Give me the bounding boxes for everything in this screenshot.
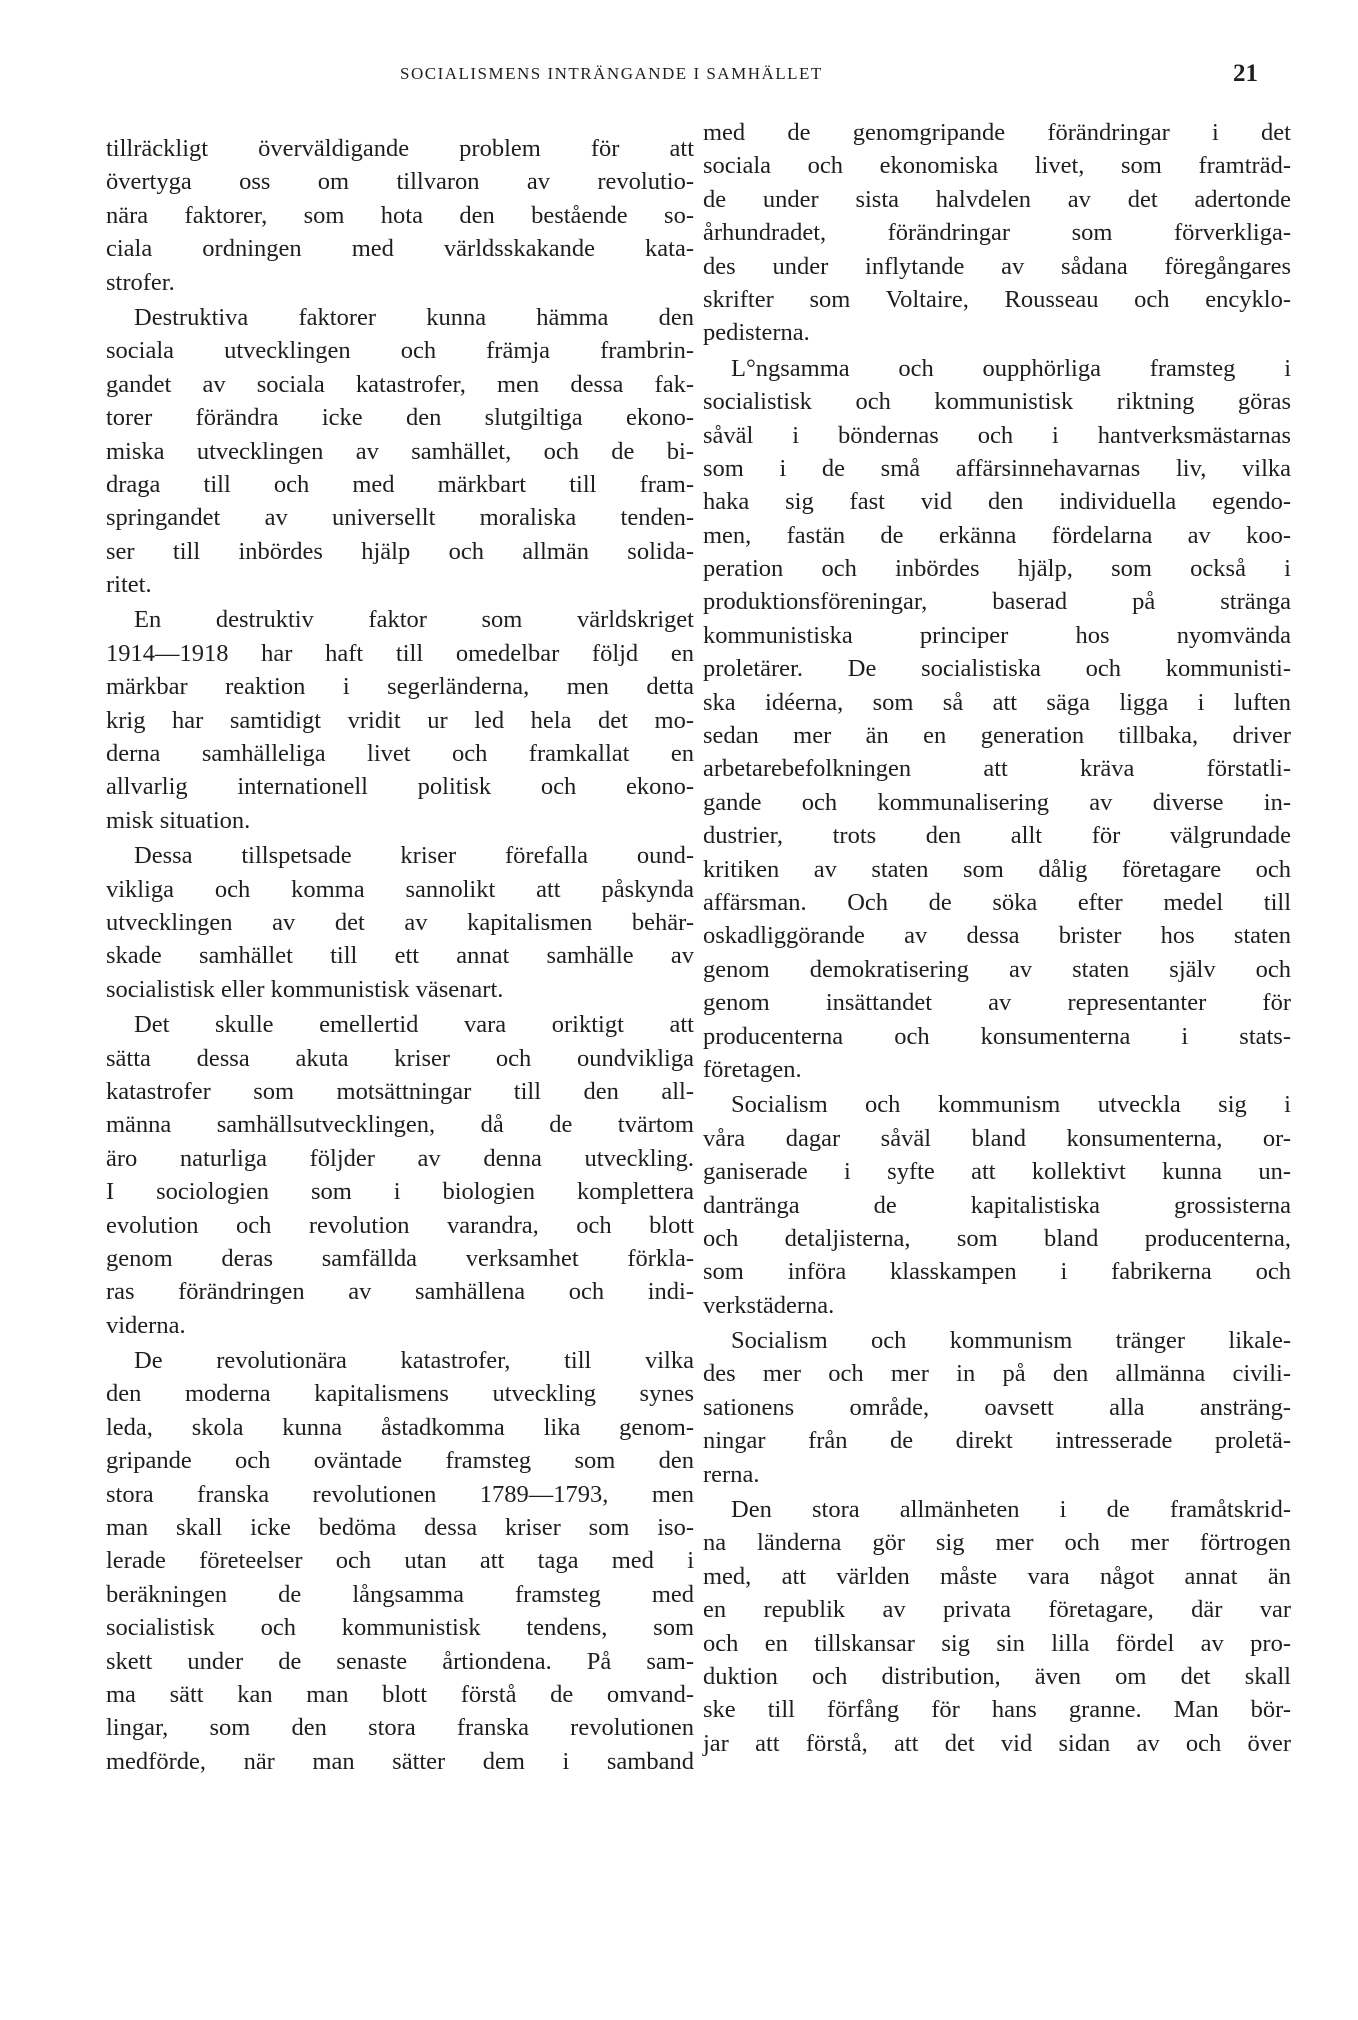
text-line: skade samhället till ett annat samhälle av xyxy=(106,942,694,970)
page-number: 21 xyxy=(1233,60,1258,87)
left-column xyxy=(106,132,694,1780)
text-line: sationens område, oavsett alla ansträng- xyxy=(703,1393,1291,1421)
text-line: männa samhällsutvecklingen, då de tvärtom xyxy=(106,1111,694,1139)
text-line: 1914—1918 har haft till omedelbar följd en xyxy=(106,639,694,667)
paragraph xyxy=(703,352,1291,1087)
right-column xyxy=(703,116,1291,1762)
text-line: genom deras samfällda verksamhet förkla- xyxy=(106,1244,694,1272)
text-line: arbetarebefolkningen att kräva förstatli- xyxy=(703,755,1291,783)
text-line: vikliga och komma sannolikt att påskynda xyxy=(106,875,694,903)
text-line: som införa klasskampen i fabrikerna och xyxy=(703,1258,1291,1286)
text-line: övertyga oss om tillvaron av revolutio- xyxy=(106,168,694,196)
text-line: Socialism och kommunism utveckla sig i xyxy=(731,1091,1291,1119)
text-line: misk situation. xyxy=(106,806,251,834)
text-line: proletärer. De socialistiska och kommunisti- xyxy=(703,655,1291,683)
text-line: ma sätt kan man blott förstå de omvand- xyxy=(106,1680,694,1708)
text-line: medförde, när man sätter dem i samband xyxy=(106,1747,694,1775)
text-line: oskadliggörande av dessa brister hos staten xyxy=(703,922,1291,950)
paragraph xyxy=(106,132,694,299)
text-line: skrifter som Voltaire, Rousseau och encyklo- xyxy=(703,285,1291,313)
text-line: haka sig fast vid den individuella egendo- xyxy=(703,488,1291,516)
text-line: na länderna gör sig mer och mer förtrogen xyxy=(703,1529,1291,1557)
text-line: Den stora allmänheten i de framåtskrid- xyxy=(731,1496,1291,1524)
text-line: såväl i böndernas och i hantverksmästarnas xyxy=(703,421,1291,449)
text-line: affärsman. Och de söka efter medel till xyxy=(703,888,1291,916)
text-line: lingar, som den stora franska revolutionen xyxy=(106,1714,694,1742)
text-line: företagen. xyxy=(703,1055,802,1083)
text-line: dustrier, trots den allt för välgrundade xyxy=(703,822,1291,850)
text-line: verkstäderna. xyxy=(703,1291,835,1319)
text-line: gandet av sociala katastrofer, men dessa fak- xyxy=(106,370,694,398)
text-line: sedan mer än en generation tillbaka, driver xyxy=(703,722,1291,750)
text-line: krig har samtidigt vridit ur led hela det mo- xyxy=(106,706,694,734)
text-line: sätta dessa akuta kriser och oundvikliga xyxy=(106,1044,694,1072)
text-line: och en tillskansar sig sin lilla fördel av pro- xyxy=(703,1629,1291,1657)
text-line: ritet. xyxy=(106,571,152,599)
text-line: kommunistiska principer hos nyomvända xyxy=(703,621,1291,649)
text-line: I sociologien som i biologien komplettera xyxy=(106,1178,694,1206)
paragraph xyxy=(106,1344,694,1778)
text-line: skett under de senaste årtiondena. På sam- xyxy=(106,1647,694,1675)
paragraph xyxy=(703,1493,1291,1760)
text-line: Det skulle emellertid vara oriktigt att xyxy=(134,1011,694,1039)
text-line: draga till och med märkbart till fram- xyxy=(106,470,694,498)
text-line: rerna. xyxy=(703,1460,760,1488)
paragraph xyxy=(703,1324,1291,1491)
text-line: evolution och revolution varandra, och blott xyxy=(106,1211,694,1239)
text-line: miska utvecklingen av samhället, och de bi- xyxy=(106,437,694,465)
text-line: med de genomgripande förändringar i det xyxy=(703,119,1291,146)
text-line: socialistisk och kommunistisk riktning göras xyxy=(703,388,1291,416)
text-line: århundradet, förändringar som förverkliga- xyxy=(703,219,1291,247)
text-line: men, fastän de erkänna fördelarna av koo- xyxy=(703,521,1291,549)
text-line: den moderna kapitalismens utveckling synes xyxy=(106,1380,694,1408)
text-line: genom demokratisering av staten själv och xyxy=(703,955,1291,983)
text-line: med, att världen måste vara något annat än xyxy=(703,1562,1291,1590)
text-line: Dessa tillspetsade kriser förefalla ound- xyxy=(134,842,694,870)
text-line: ganiserade i syfte att kollektivt kunna un- xyxy=(703,1158,1291,1186)
paragraph xyxy=(106,603,694,837)
text-line: våra dagar såväl bland konsumenterna, or- xyxy=(703,1124,1291,1152)
paragraph xyxy=(703,1088,1291,1322)
text-line: torer förändra icke den slutgiltiga ekono- xyxy=(106,404,694,432)
text-line: stora franska revolutionen 1789—1793, men xyxy=(106,1480,694,1508)
text-line: katastrofer som motsättningar till den all- xyxy=(106,1077,694,1105)
text-line: producenterna och konsumenterna i stats- xyxy=(703,1022,1291,1050)
text-line: ningar från de direkt intresserade proletä- xyxy=(703,1427,1291,1455)
text-line: allvarlig internationell politisk och ekono- xyxy=(106,773,694,801)
text-line: pedisterna. xyxy=(703,319,810,347)
text-line: socialistisk eller kommunistisk väsenart. xyxy=(106,975,504,1003)
text-line: som i de små affärsinnehavarnas liv, vilka xyxy=(703,454,1291,482)
paragraph xyxy=(703,116,1291,350)
text-line: sociala utvecklingen och främja frambrin- xyxy=(106,337,694,365)
running-header: SOCIALISMENS INTRÄNGANDE I SAMHÄLLET xyxy=(400,64,823,83)
text-line: des under inflytande av sådana föregångares xyxy=(703,252,1291,280)
text-line: gande och kommunalisering av diverse in- xyxy=(703,788,1291,816)
text-line: Destruktiva faktorer kunna hämma den xyxy=(134,303,694,331)
text-line: ras förändringen av samhällena och indi- xyxy=(106,1278,694,1306)
text-line: des mer och mer in på den allmänna civili- xyxy=(703,1360,1291,1388)
text-line: ske till förfång för hans granne. Man bör- xyxy=(703,1696,1291,1724)
text-line: genom insättandet av representanter för xyxy=(703,989,1291,1017)
text-line: de under sista halvdelen av det adertonde xyxy=(703,185,1291,213)
text-line: derna samhälleliga livet och framkallat en xyxy=(106,740,694,768)
text-line: nära faktorer, som hota den bestående so- xyxy=(106,201,694,229)
text-line: ska idéerna, som så att säga ligga i luften xyxy=(703,688,1291,716)
text-line: produktionsföreningar, baserad på stränga xyxy=(703,588,1291,616)
text-line: och detaljisterna, som bland producenterna, xyxy=(703,1224,1291,1252)
text-line: lerade företeelser och utan att taga med i xyxy=(106,1547,694,1575)
paragraph xyxy=(106,301,694,602)
text-line: tillräckligt överväldigande problem för att xyxy=(106,135,694,162)
text-line: peration och inbördes hjälp, som också i xyxy=(703,555,1291,583)
text-line: beräkningen de långsamma framsteg med xyxy=(106,1580,694,1608)
text-line: Socialism och kommunism tränger likale- xyxy=(731,1327,1291,1355)
text-line: en republik av privata företagare, där var xyxy=(703,1596,1291,1624)
paragraph xyxy=(106,1008,694,1342)
text-line: kritiken av staten som dålig företagare och xyxy=(703,855,1291,883)
text-line: viderna. xyxy=(106,1311,186,1339)
text-line: De revolutionära katastrofer, till vilka xyxy=(134,1347,694,1375)
text-line: äro naturliga följder av denna utveckling. xyxy=(106,1144,694,1172)
text-line: man skall icke bedöma dessa kriser som iso- xyxy=(106,1514,694,1542)
text-line: jar att förstå, att det vid sidan av och över xyxy=(703,1729,1291,1757)
text-line: utvecklingen av det av kapitalismen behär- xyxy=(106,908,694,936)
text-line: dantränga de kapitalistiska grossisterna xyxy=(703,1191,1291,1219)
text-line: L°ngsamma och oupphörliga framsteg i xyxy=(731,354,1291,382)
text-line: duktion och distribution, även om det skall xyxy=(703,1662,1291,1690)
paragraph xyxy=(106,839,694,1006)
text-line: ciala ordningen med världsskakande kata- xyxy=(106,235,694,263)
text-line: strofer. xyxy=(106,268,175,296)
text-line: socialistisk och kommunistisk tendens, som xyxy=(106,1614,694,1642)
text-line: märkbar reaktion i segerländerna, men detta xyxy=(106,673,694,701)
text-line: springandet av universellt moraliska tenden- xyxy=(106,504,694,532)
text-line: En destruktiv faktor som världskriget xyxy=(134,606,694,634)
text-line: ser till inbördes hjälp och allmän solida- xyxy=(106,537,694,565)
text-line: sociala och ekonomiska livet, som framträd- xyxy=(703,152,1291,180)
text-line: leda, skola kunna åstadkomma lika genom- xyxy=(106,1413,694,1441)
text-line: gripande och oväntade framsteg som den xyxy=(106,1447,694,1475)
